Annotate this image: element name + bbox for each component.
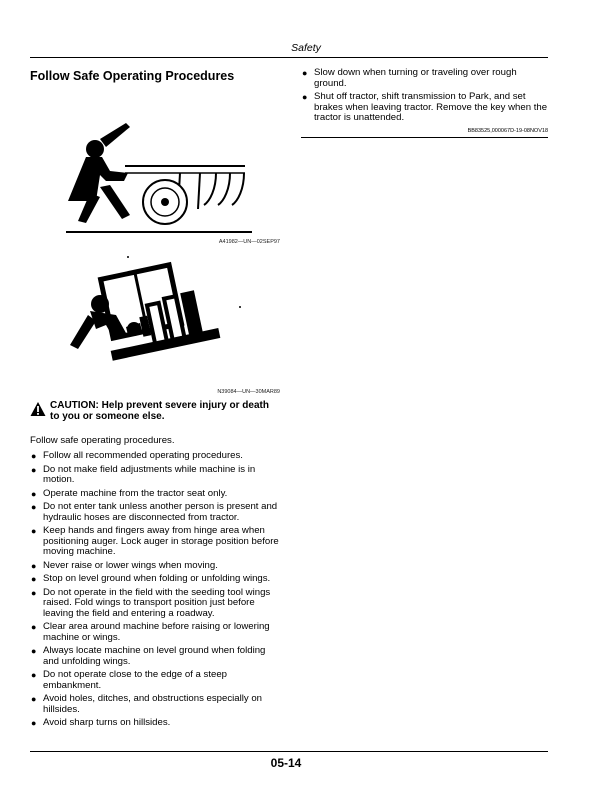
bullet-dot-icon: ●	[302, 68, 308, 78]
bullet-dot-icon: ●	[31, 488, 37, 499]
list-item	[30, 670, 280, 691]
list-item-text: Do not operate close to the edge of a steep embankment.	[43, 669, 228, 691]
figure2-code: N39084—UN—30MAR89	[217, 389, 280, 395]
list-item-text: Slow down when turning or traveling over rough ground.	[314, 67, 517, 89]
list-item-text: Clear area around machine before raising or lowering machine or wings.	[43, 621, 270, 643]
bullet-dot-icon: ●	[31, 526, 37, 536]
list-item-text: Keep hands and fingers away from hinge area when positioning auger. Lock auger in storage position before moving machine.	[43, 525, 279, 557]
list-item-text: Do not operate in the field with the seeding tool wings raised. Fold wings to transport position just before leaving the field and entering a roadway.	[43, 586, 271, 619]
bullet-dot-icon: ●	[31, 574, 37, 584]
warning-triangle-icon	[30, 401, 46, 417]
bullet-dot-icon: ●	[302, 92, 308, 102]
list-item-text: Do not enter tank unless another person is present and hydraulic hoses are disconnected from tractor.	[43, 501, 278, 523]
bullet-dot-icon: ●	[31, 670, 37, 680]
list-item	[30, 694, 280, 715]
list-item	[30, 718, 280, 729]
bullet-dot-icon: ●	[31, 502, 37, 512]
running-header: Safety	[291, 42, 321, 54]
list-item	[30, 526, 280, 558]
bullet-dot-icon: ●	[31, 718, 37, 728]
figure-tractor-rollover	[30, 249, 280, 395]
list-item	[30, 502, 280, 523]
left-column	[30, 66, 280, 732]
bullet-dot-icon: ●	[31, 451, 37, 461]
bullet-dot-icon: ●	[31, 560, 37, 571]
page-number: 05-14	[270, 756, 302, 770]
list-item	[301, 92, 548, 124]
section-title: Follow Safe Operating Procedures	[30, 69, 235, 83]
list-item-text: Never raise or lower wings when moving.	[43, 559, 218, 571]
fall-hazard-illustration	[30, 89, 280, 239]
left-bullet-list	[30, 451, 280, 729]
bullet-dot-icon: ●	[31, 646, 37, 656]
list-item	[30, 588, 280, 620]
bullet-dot-icon: ●	[31, 622, 37, 632]
list-item-text: Do not make field adjustments while machine is in motion.	[43, 463, 256, 485]
list-item	[30, 489, 280, 500]
list-item-text: Avoid sharp turns on hillsides.	[43, 717, 171, 728]
right-bullet-list	[301, 68, 548, 124]
list-item	[30, 561, 280, 572]
figure-fall-from-machine	[30, 89, 280, 245]
list-item	[30, 451, 280, 462]
list-item	[30, 646, 280, 667]
list-item	[30, 574, 280, 585]
intro-text: Follow safe operating procedures.	[30, 435, 175, 446]
rollover-hazard-illustration	[30, 249, 280, 389]
list-item	[30, 465, 280, 486]
list-item-text: Avoid holes, ditches, and obstructions especially on hillsides.	[43, 693, 263, 715]
list-item	[301, 68, 548, 89]
list-item-text: Stop on level ground when folding or unfolding wings.	[43, 573, 271, 584]
header-rule	[30, 57, 548, 58]
figure1-code: A41982—UN—02SEP97	[218, 239, 280, 245]
document-code: BB83525,000067D-19-08NOV18	[467, 127, 548, 134]
list-item-text: Shut off tractor, shift transmission to Park, and set brakes when leaving tractor. Remove the key when the tractor is unattended.	[314, 91, 548, 123]
list-item-text: Follow all recommended operating procedures.	[43, 450, 243, 461]
right-column-rule	[301, 137, 548, 138]
right-column	[301, 66, 548, 138]
bullet-dot-icon: ●	[31, 464, 37, 475]
list-item	[30, 622, 280, 643]
bullet-dot-icon: ●	[31, 694, 37, 704]
list-item-text: Operate machine from the tractor seat only.	[43, 487, 228, 499]
caution-text: CAUTION: Help prevent severe injury or death to you or someone else.	[50, 400, 269, 422]
bullet-dot-icon: ●	[31, 587, 37, 598]
caution-block	[30, 400, 280, 422]
footer-rule	[30, 751, 548, 752]
list-item-text: Always locate machine on level ground when folding and unfolding wings.	[43, 645, 266, 667]
